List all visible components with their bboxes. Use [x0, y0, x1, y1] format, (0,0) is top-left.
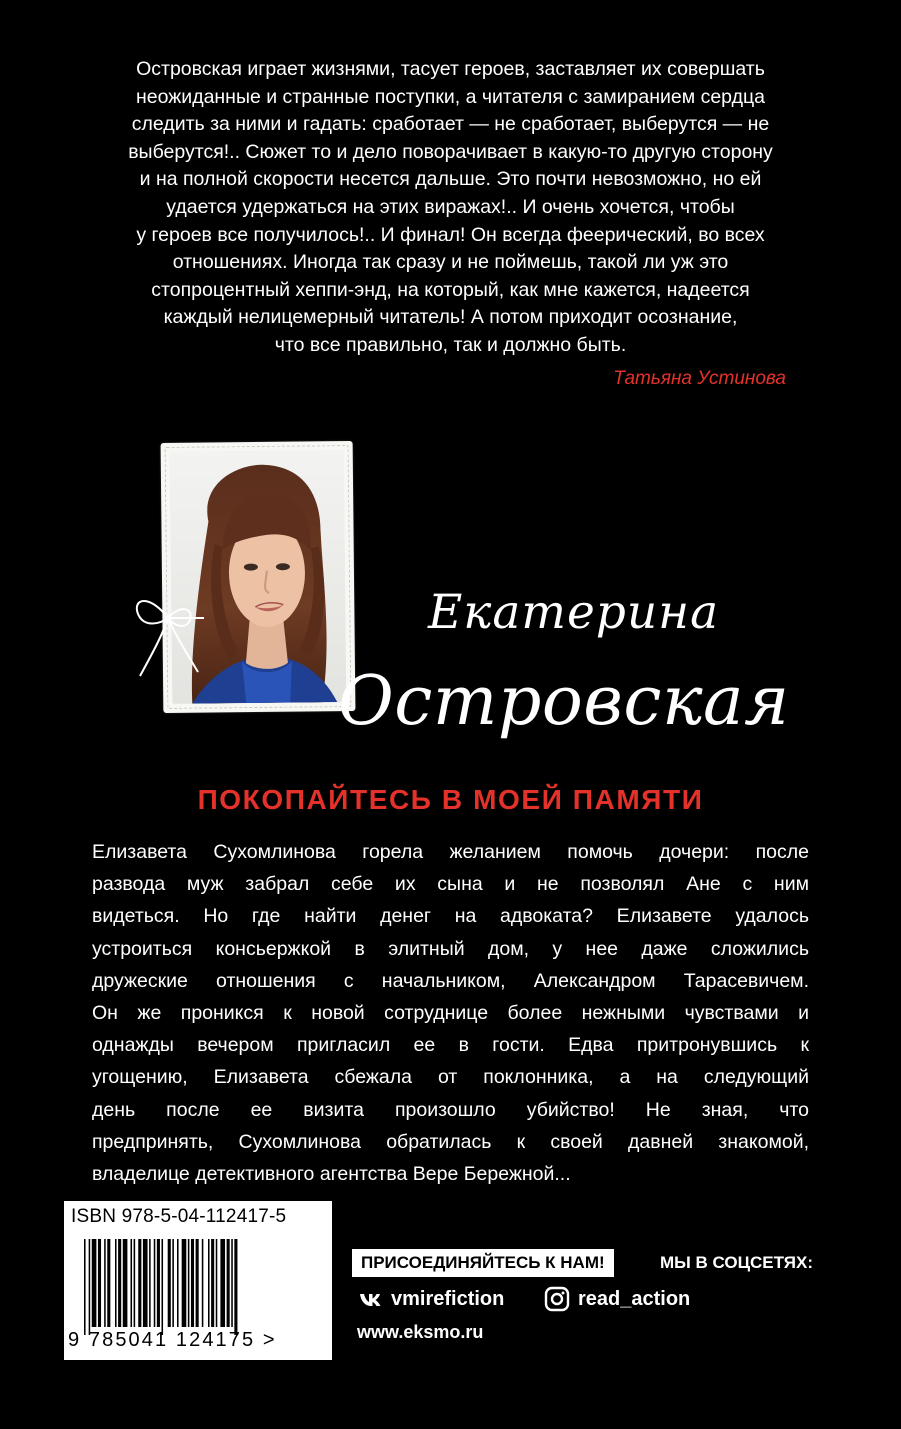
author-first-name: Екатерина — [428, 585, 720, 640]
synopsis-line: устроиться консьержкой в элитный дом, у нее даже сложились — [92, 937, 809, 960]
vk-handle: vmirefiction — [391, 1287, 505, 1310]
barcode-digits: 9 785041 124175 > — [68, 1329, 277, 1351]
vk-link[interactable] — [357, 1285, 504, 1313]
social-networks-label: МЫ В СОЦСЕТЯХ: — [660, 1253, 814, 1272]
synopsis-line: Елизавета Сухомлинова горела желанием помочь дочери: после — [92, 841, 809, 863]
quote-line: выберутся!.. Сюжет то и дело поворачивает в какую-то другую сторону — [128, 140, 773, 163]
vk-icon — [357, 1286, 383, 1312]
quote-line: у героев все получилось!.. И финал! Он всегда феерический, во всех — [136, 223, 765, 246]
ribbon-bow-icon — [128, 580, 206, 680]
synopsis-line: видеться. Но где найти денег на адвоката? Елизавете удалось — [92, 905, 809, 928]
synopsis-line: Он же проникся к новой сотруднице более нежными чувствами и — [92, 1002, 809, 1025]
instagram-icon — [544, 1286, 570, 1312]
barcode-block — [64, 1201, 332, 1360]
quote-line: и на полной скорости несется дальше. Это почти невозможно, но ей — [139, 168, 762, 191]
book-title: ПОКОПАЙТЕСЬ В МОЕЙ ПАМЯТИ — [197, 784, 704, 815]
author-last-name: Островская — [338, 662, 790, 741]
synopsis-line: день после ее визита произошло убийство! Не зная, что — [92, 1098, 809, 1121]
website-link[interactable]: www.eksmo.ru — [357, 1322, 484, 1342]
synopsis-line: развода муж забрал себе их сына и не позволял Ане с ним — [92, 873, 809, 896]
synopsis-line: владелице детективного агентства Вере Бережной... — [92, 1163, 571, 1186]
synopsis — [92, 836, 809, 1190]
synopsis-line: угощению, Елизавета сбежала от поклонника, а на следующий — [92, 1066, 809, 1089]
synopsis-line: предпринять, Сухомлинова обратилась к своей давней знакомой, — [92, 1130, 809, 1153]
instagram-handle: read_action — [578, 1287, 691, 1310]
quote-line: отношениях. Иногда так сразу и не поймешь, такой ли уж это — [172, 251, 729, 274]
quote-line: Островская играет жизнями, тасует героев, заставляет их совершать — [136, 58, 765, 80]
join-us-badge: ПРИСОЕДИНЯЙТЕСЬ К НАМ! — [352, 1249, 614, 1277]
quote-line: следить за ними и гадать: сработает — не сработает, выберутся — не — [131, 113, 770, 136]
quote-line: стопроцентный хеппи-энд, на который, как мне кажется, надеется — [151, 278, 750, 301]
quote-line: неожиданные и странные поступки, а читателя с замиранием сердца — [136, 85, 765, 108]
instagram-link[interactable] — [544, 1285, 690, 1313]
review-quote — [60, 56, 841, 360]
isbn-number: ISBN 978-5-04-112417-5 — [71, 1206, 287, 1227]
quote-line: удается удержаться на этих виражах!.. И очень хочется, чтобы — [166, 195, 735, 218]
quote-line: каждый нелицемерный читатель! А потом приходит осознание, — [163, 306, 738, 329]
synopsis-line: дружеские отношения с начальником, Александром Тарасевичем. — [92, 969, 809, 992]
synopsis-line: однажды вечером пригласил ее в гости. Едва притронувшись к — [92, 1034, 809, 1057]
quote-line: что все правильно, так и должно быть. — [274, 333, 627, 356]
quote-author: Татьяна Устинова — [613, 368, 786, 389]
